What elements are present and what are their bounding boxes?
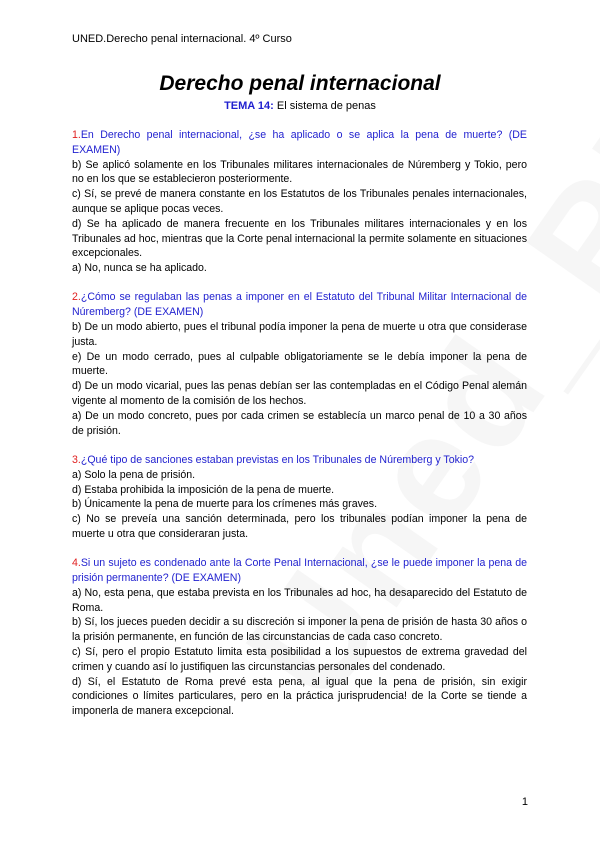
answer-option: e) De un modo cerrado, pues al culpable obligatoriamente se le debía imponer la pena de muerte.: [72, 350, 527, 378]
answer-option: c) No se preveía una sanción determinada, pero los tribunales podían imponer la pena de muerte u otra que consideraran justa.: [72, 513, 527, 540]
answer-option: c) Sí, pero el propio Estatuto limita esta posibilidad a los supuestos de extrema gravedad del crimen y cuando así lo justifiquen las circunstancias personales del condenado.: [72, 646, 527, 673]
question-number: 2.: [72, 291, 81, 304]
answer-option: b) Únicamente la pena de muerte para los crímenes más graves.: [72, 498, 378, 511]
question-prompt: ¿Qué tipo de sanciones estaban previstas en los Tribunales de Núremberg y Tokio?: [80, 453, 475, 466]
answer-option: a) De un modo concreto, pues por cada crimen se establecía un marco penal de 10 a 30 años de prisión.: [72, 409, 527, 437]
question-3: [72, 453, 527, 542]
question-text: [72, 290, 527, 320]
tema-title: El sistema de penas: [273, 100, 376, 112]
page-header: UNED.Derecho penal internacional. 4º Curso: [72, 33, 292, 45]
question-prompt: ¿Cómo se regulaban las penas a imponer en el Estatuto del Tribunal Militar Internacional de Núremberg? (DE EXAMEN): [72, 291, 527, 319]
answer-option: b) Sí, los jueces pueden decidir a su discreción si imponer la pena de prisión de hasta 30 años o la prisión permanente, en función de las circunstancias de cada caso concreto.: [72, 616, 527, 644]
document-subtitle: [0, 100, 600, 112]
question-text: [72, 556, 527, 586]
question-prompt: Si un sujeto es condenado ante la Corte Penal Internacional, ¿se le puede imponer la pena de prisión permanente? (DE EXAMEN): [72, 557, 527, 585]
question-1: [72, 128, 527, 276]
answer-option: a) No, esta pena, que estaba prevista en los Tribunales ad hoc, ha desaparecido del Estatuto de Roma.: [72, 586, 527, 614]
question-list: [72, 128, 527, 733]
answer-option: d) De un modo vicarial, pues las penas debían ser las contempladas en el Código Penal alemán vigente al momento de la comisión de los hechos.: [72, 380, 527, 408]
page-number: 1: [521, 796, 528, 808]
answer-option: a) Solo la pena de prisión.: [72, 468, 196, 481]
question-4: [72, 556, 527, 719]
answer-option: d) Sí, el Estatuto de Roma prevé esta pena, al igual que la pena de prisión, sin exigir condiciones o límites particulares, pero en la práctica jurisprudencia! de la Corte se tiende a imponerla de manera excepcional.: [72, 675, 527, 718]
answer-option: a) No, nunca se ha aplicado.: [72, 262, 207, 275]
question-text: [72, 453, 527, 468]
question-prompt: En Derecho penal internacional, ¿se ha aplicado o se aplica la pena de muerte? (DE EXAMEN): [72, 129, 527, 156]
answer-option: b) De un modo abierto, pues el tribunal podía imponer la pena de muerte u otra que considerase justa.: [72, 321, 527, 348]
answer-option: b) Se aplicó solamente en los Tribunales militares internacionales de Núremberg y Tokio, pero no en los que se establecieron posteriormente.: [72, 158, 527, 186]
answer-option: d) Se ha aplicado de manera frecuente en los Tribunales militares internacionales y en los Tribunales ad hoc, mientras que la Corte penal internacional la permite solamente en situaciones excepcionales.: [72, 217, 527, 260]
answer-option: d) Estaba prohibida la imposición de la pena de muerte.: [72, 483, 335, 496]
question-number: 4.: [72, 557, 81, 570]
question-number: 3.: [72, 453, 81, 466]
answer-option: c) Sí, se prevé de manera constante en los Estatutos de los Tribunales penales internacionales, aunque se aplique pocas veces.: [72, 188, 527, 215]
question-text: [72, 128, 527, 158]
question-number: 1.: [72, 129, 81, 141]
document-title: Derecho penal internacional: [159, 72, 441, 95]
question-2: [72, 290, 527, 438]
tema-label: TEMA 14:: [224, 100, 274, 112]
